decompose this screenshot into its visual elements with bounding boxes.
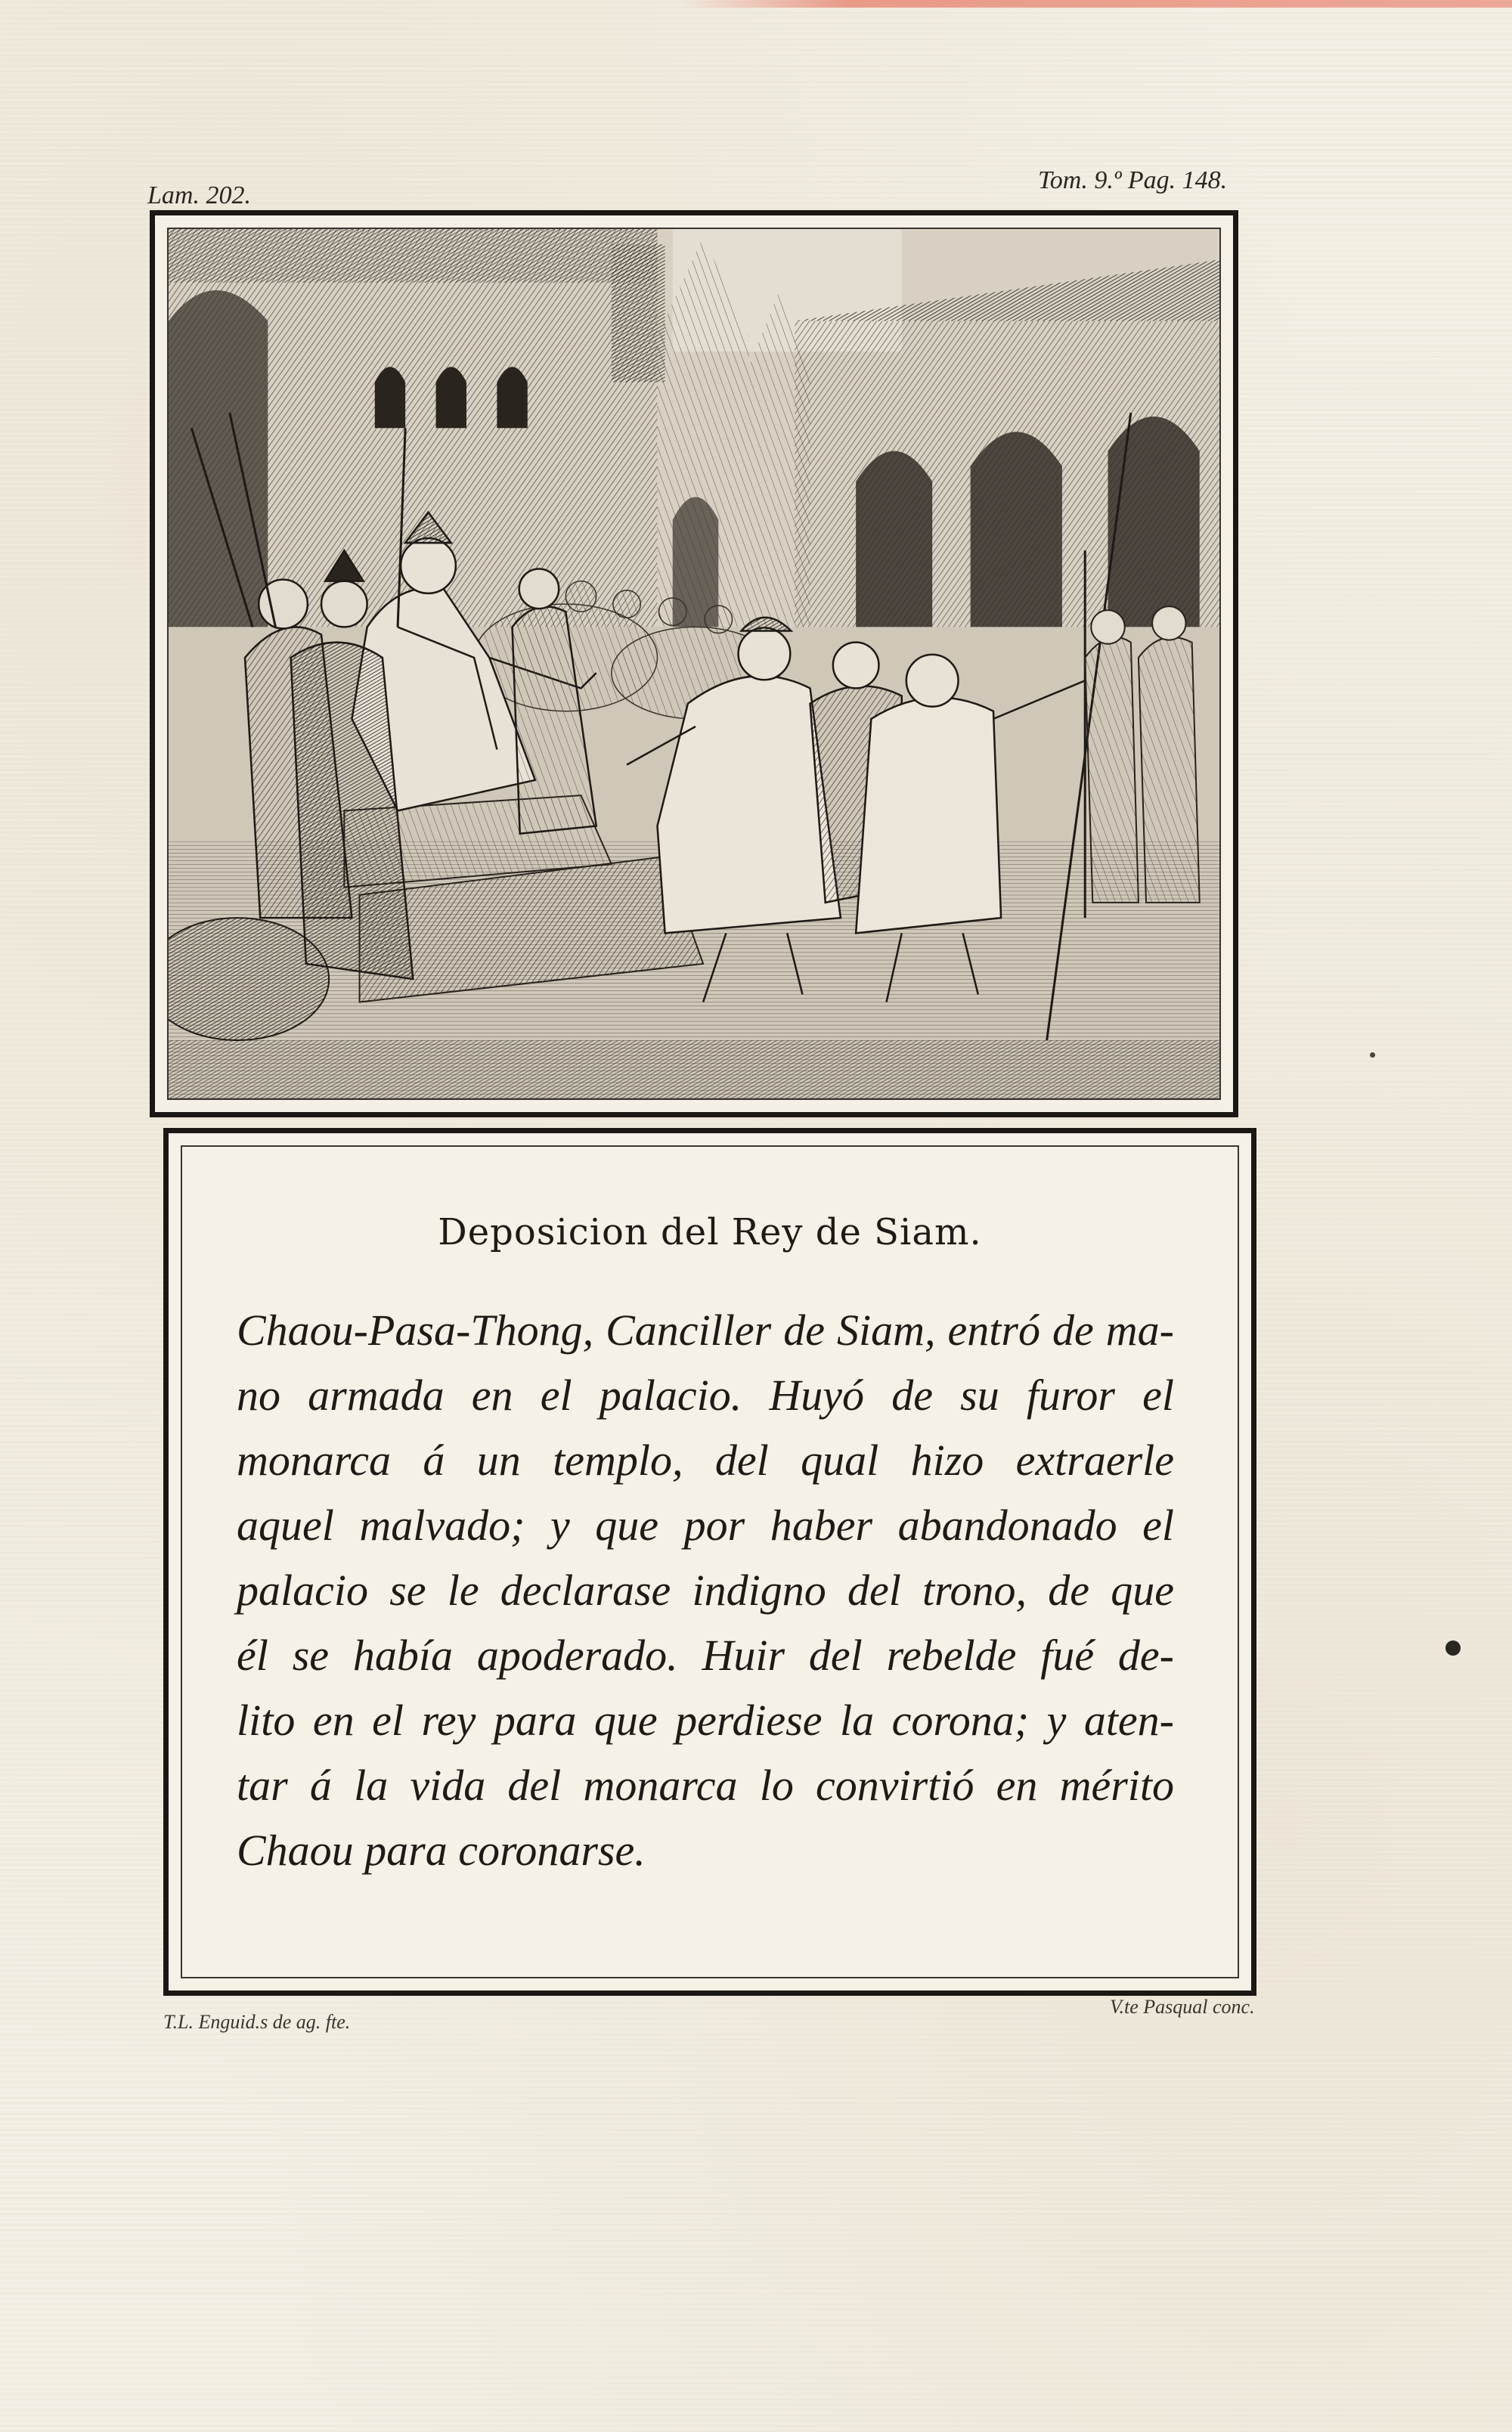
caption-line: Chaou-Pasa-Thong, Canciller de Siam, entró de ma- (237, 1306, 1174, 1355)
caption-line: él se había apoderado. Huir del rebelde fué de- (237, 1631, 1174, 1680)
caption-title: Deposicion del Rey de Siam. (438, 1211, 982, 1253)
caption-line: lito en el rey para que perdiese la corona; y aten- (237, 1696, 1174, 1745)
ink-speck (1370, 1052, 1375, 1058)
caption-line: tar á la vida del monarca lo convirtió en mérito (237, 1761, 1174, 1810)
caption-line: aquel malvado; y que por haber abandonado el (237, 1501, 1174, 1550)
caption-line: no armada en el palacio. Huyó de su furor el (237, 1371, 1174, 1420)
edge-stain (680, 0, 1512, 8)
caption-line: monarca á un templo, del qual hizo extraerle (237, 1436, 1174, 1485)
engraving-frame (150, 210, 1238, 1117)
plate-number: Lam. 202. (147, 181, 251, 209)
caption-line: Chaou para coronarse. (237, 1826, 646, 1875)
engraving-illustration (167, 228, 1221, 1100)
caption-panel (163, 1128, 1256, 1996)
caption-line: palacio se le declarase indigno del trono, de que (237, 1566, 1174, 1615)
engraver-credit: T.L. Enguid.s de ag. fte. (163, 2011, 351, 2033)
volume-page-reference: Tom. 9.º Pag. 148. (1038, 166, 1228, 194)
ink-spot (1445, 1640, 1461, 1656)
caption-body (237, 1298, 1174, 1883)
designer-credit: V.te Pasqual conc. (1110, 1996, 1255, 2018)
caption-inner-border (181, 1145, 1239, 1978)
engraving-scene (169, 229, 1219, 1098)
